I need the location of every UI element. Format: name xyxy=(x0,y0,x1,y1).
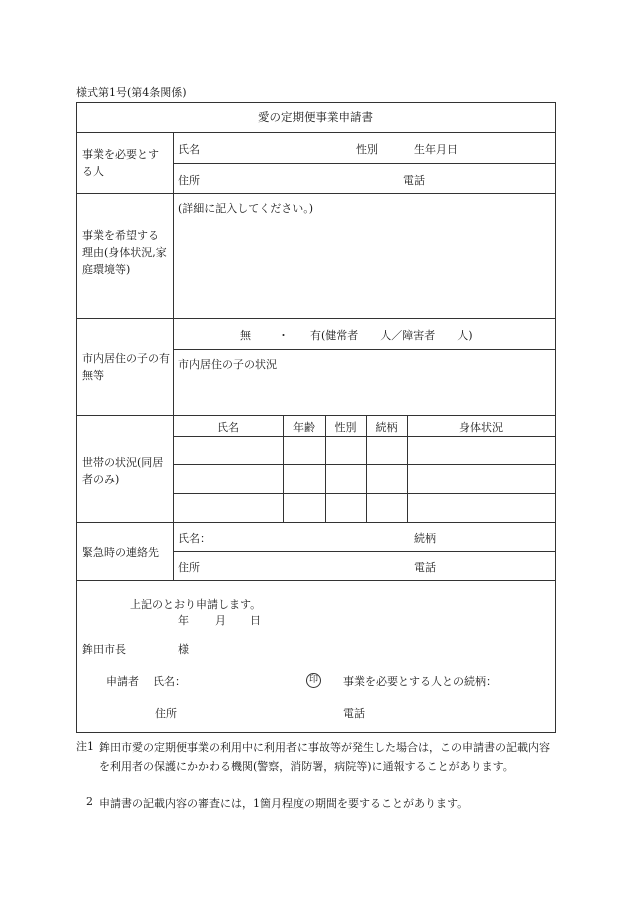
children-status-label: 市内居住の子の状況 xyxy=(178,358,277,371)
applicant-label: 申請者 xyxy=(106,675,139,688)
household-col-age: 年齢 xyxy=(293,421,315,434)
applicant-section-label: 事業を必要とする人 xyxy=(82,148,159,178)
household-col-name: 氏名 xyxy=(217,421,239,434)
household-row[interactable] xyxy=(174,494,554,522)
emergency-address-label: 住所 xyxy=(178,561,200,574)
children-section-label: 市内居住の子の有無等 xyxy=(82,352,170,382)
emergency-name-label: 氏名： xyxy=(178,532,211,545)
note-number: 2 xyxy=(86,795,93,808)
children-option-separator: ・ xyxy=(278,329,289,342)
children-none-option: 無 xyxy=(240,329,251,342)
reason-instruction: (詳細に記入してください。) xyxy=(178,202,314,215)
mayor-label: 鉾田市長 xyxy=(82,643,126,656)
children-exists-option: 有(健常者 人／障害者 人) xyxy=(310,329,473,342)
applicant-signature-phone-label: 電話 xyxy=(343,707,365,720)
household-col-physical-condition: 身体状況 xyxy=(459,421,503,434)
emergency-phone-label: 電話 xyxy=(414,561,436,574)
applicant-signature-name-label: 氏名： xyxy=(153,675,186,688)
declaration-day-label: 日 xyxy=(250,614,261,627)
applicant-name-label: 氏名 xyxy=(178,143,200,156)
declaration-year-label: 年 xyxy=(178,614,189,627)
note-text: 申請書の記載内容の審査には，1箇月程度の期間を要することがあります。 xyxy=(99,797,469,810)
applicant-birthdate-label: 生年月日 xyxy=(414,143,458,156)
applicant-gender-label: 性別 xyxy=(356,143,378,156)
household-col-relationship: 続柄 xyxy=(375,421,398,434)
emergency-relationship-label: 続柄 xyxy=(414,532,436,545)
household-col-gender: 性別 xyxy=(334,421,357,434)
household-row[interactable] xyxy=(174,437,554,464)
declaration-month-label: 月 xyxy=(215,614,226,627)
household-row[interactable] xyxy=(174,465,554,493)
note-number: 注1 xyxy=(76,740,94,753)
applicant-address-label: 住所 xyxy=(178,174,200,187)
declaration-statement: 上記のとおり申請します。 xyxy=(130,598,262,611)
seal-icon: 印 xyxy=(306,673,321,688)
relationship-to-user-label: 事業を必要とする人との続柄： xyxy=(343,675,497,688)
form-number: 様式第1号(第4条関係) xyxy=(76,86,187,99)
household-section-label: 世帯の状況(同居者のみ) xyxy=(82,456,164,486)
form-title: 愛の定期便事業申請書 xyxy=(258,110,373,124)
applicant-signature-address-label: 住所 xyxy=(155,707,177,720)
note-text: 鉾田市愛の定期便事業の利用中に利用者に事故等が発生した場合は，この申請書の記載内容を利用者の保護にかかわる機関(警察，消防署，病院等)に通報することがあります。 xyxy=(99,741,550,773)
applicant-phone-label: 電話 xyxy=(403,174,425,187)
reason-section-label: 事業を希望する理由(身体状況,家庭環境等) xyxy=(82,229,167,276)
emergency-section-label: 緊急時の連絡先 xyxy=(82,546,159,559)
mayor-honorific: 様 xyxy=(178,643,189,656)
